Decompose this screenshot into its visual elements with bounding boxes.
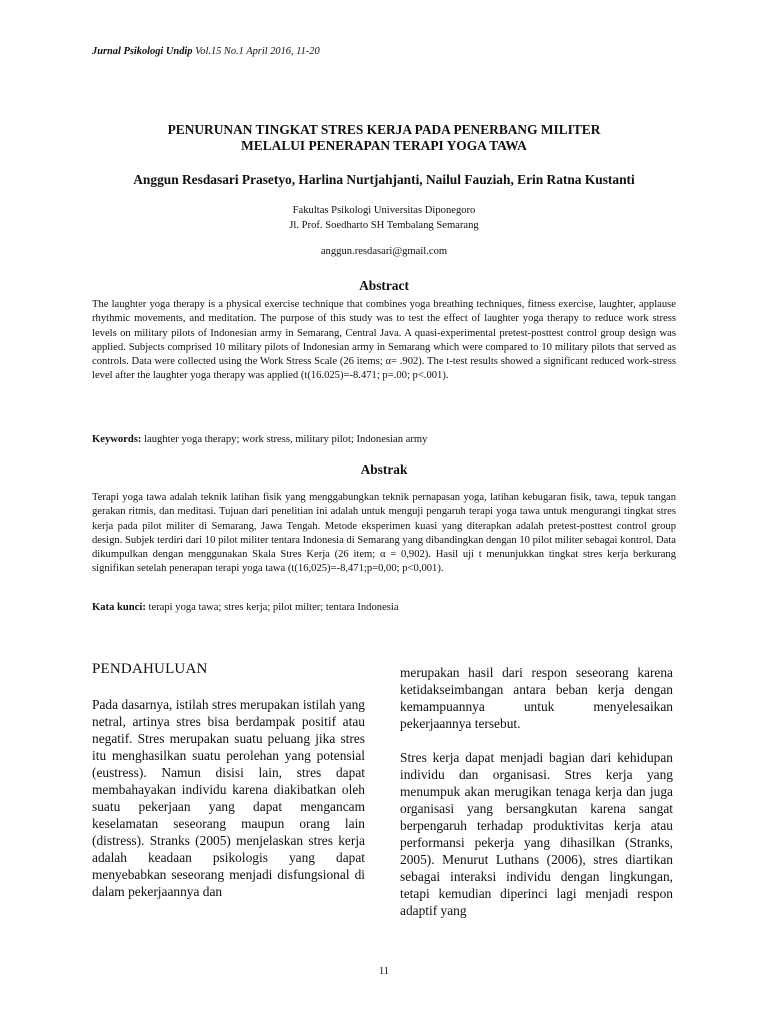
journal-header: [92, 46, 320, 57]
author-email: anggun.resdasari@gmail.com: [320, 246, 448, 257]
affiliation-line-1: Fakultas Psikologi Universitas Diponegoro: [292, 205, 476, 216]
abstrak-heading: Abstrak: [360, 462, 408, 477]
keywords: [92, 434, 676, 445]
section-heading-pendahuluan: PENDAHULUAN: [92, 661, 208, 677]
page-number: 11: [378, 966, 390, 977]
abstract-text: The laughter yoga therapy is a physical exercise technique that combines yoga breathing techniques, fitness exercise, laughter, applause rhythmic movements, and meditation. The purpose of this study was to test the effect of laughter yoga therapy to reduce work stress levels on military pilots of Indonesian army in Semarang, Central Java. A quasi-experimental pretest-posttest control group design was applied. Subjects comprised 10 military pilots of Indonesian army in Semarang which were compared to 10 military pilots that served as controls. Data were collected using the Work Stress Scale (26 items; α= .902). The t-test results showed a significant reduced work-stress level after the laughter yoga therapy was applied (t(16.025)=-8.471; p=.00; p<.001).: [92, 299, 676, 382]
kata-kunci: [92, 602, 676, 613]
kata-kunci-text: terapi yoga tawa; stres kerja; pilot milter; tentara Indonesia: [145, 602, 399, 613]
right-column: [400, 664, 673, 919]
author-list: Anggun Resdasari Prasetyo, Harlina Nurtjahjanti, Nailul Fauziah, Erin Ratna Kustanti: [133, 172, 635, 187]
left-column: [92, 696, 365, 900]
abstrak-text: Terapi yoga tawa adalah teknik latihan fisik yang menggabungkan teknik pernapasan yoga, latihan kebugaran fisik, tawa, tepuk tangan gerakan ritmis, dan meditasi. Tujuan dari penelitian ini adalah untuk menguji pengaruh terapi yoga tawa untuk mengurangi tingkat stres kerja pada pilot militer di Semarang, Jawa Tengah. Metode eksperimen kuasi yang diterapkan adalah pretest-posttest control group design. Subjek terdiri dari 10 pilot militer tentara Indonesia di Semarang yang dibandingkan dengan 10 pilot militer sebagai kontrol. Data dikumpulkan dengan menggunakan Skala Stres Kerja (26 item; α = 0,902). Hasil uji t menunjukkan tingkat stres kerja berkurang signifikan setelah penerapan terapi yoga tawa (t(16,025)=-8,471;p=0,00; p<0,001).: [92, 492, 676, 575]
title-line-1: PENURUNAN TINGKAT STRES KERJA PADA PENERBANG MILITER: [167, 122, 601, 137]
affiliation-line-2: Jl. Prof. Soedharto SH Tembalang Semarang: [289, 220, 479, 231]
title-line-2: MELALUI PENERAPAN TERAPI YOGA TAWA: [241, 138, 527, 153]
body-paragraph: Pada dasarnya, istilah stres merupakan istilah yang netral, artinya stres bisa berdampak positif atau negatif. Stres merupakan suatu peluang jika stres itu menghasilkan suatu perolehan yang potensial (eustress). Namun disisi lain, stres dapat membahayakan individu karena diakibatkan oleh suatu pekerjaan yang dapat mengancam keselamatan seseorang maupun orang lain (distress). Stranks (2005) menjelaskan stres kerja adalah keadaan psikologis yang dapat menyebabkan seseorang menjadi disfungsional di dalam pekerjaannya dan: [92, 697, 365, 899]
body-paragraph: Stres kerja dapat menjadi bagian dari kehidupan individu dan organisasi. Stres kerja yang menumpuk akan merugikan tenaga kerja dan juga organisasi yang bersangkutan karena sangat berpengaruh terhadap produktivitas kerja atau performansi pekerja yang dihasilkan (Stranks, 2005). Menurut Luthans (2006), stres diartikan sebagai interaksi individu dengan lingkungan, tetapi kemudian diperinci lagi menjadi respon adaptif yang: [400, 750, 673, 918]
body-paragraph: merupakan hasil dari respon seseorang karena ketidakseimbangan antara beban kerja dengan kemampuannya untuk menyelesaikan pekerjaannya tersebut.: [400, 665, 673, 731]
paper-title: [60, 122, 708, 154]
abstract-heading: Abstract: [359, 278, 409, 293]
keywords-label: Keywords:: [92, 434, 142, 445]
journal-name: Jurnal Psikologi Undip: [92, 46, 193, 57]
affiliation: [60, 203, 708, 233]
journal-volume: Vol.15 No.1 April 2016, 11-20: [192, 46, 320, 57]
kata-kunci-label: Kata kunci:: [92, 602, 146, 613]
keywords-text: laughter yoga therapy; work stress, military pilot; Indonesian army: [141, 434, 428, 445]
